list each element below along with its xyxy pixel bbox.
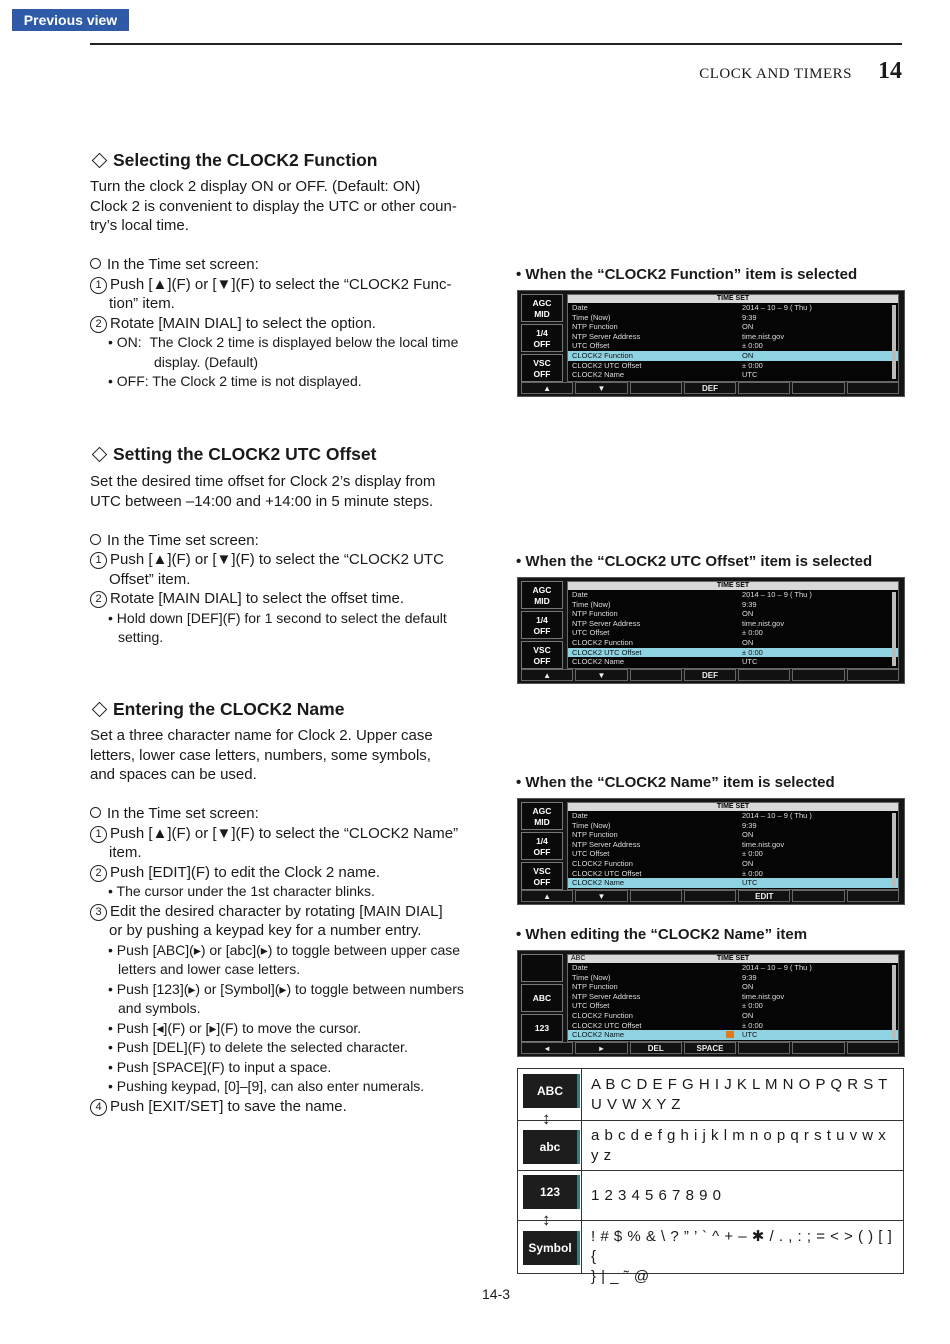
abc-upper-key: ABC: [523, 1074, 580, 1108]
intro-line: Set the desired time offset for Clock 2’s display from: [90, 473, 436, 490]
screen-3: [517, 798, 905, 905]
screen-label: In the Time set screen:: [90, 255, 476, 275]
table-divider: [518, 1220, 903, 1221]
character-table: [517, 1068, 904, 1285]
lower-case-chars: a b c d e f g h i j k l m n o p q r s t u v w x y z: [591, 1127, 887, 1164]
function-key[interactable]: ▼: [575, 890, 627, 902]
time-set-panel: [567, 294, 899, 382]
menu-row[interactable]: CLOCK2 UTC Offset ± 0:00: [572, 868, 763, 878]
function-key[interactable]: [684, 890, 736, 902]
function-key[interactable]: DEF: [684, 382, 736, 394]
bullet-cursor-blinks: • The cursor under the 1st character blinks.: [108, 883, 375, 899]
side-button[interactable]: 1/4 OFF: [521, 324, 563, 352]
menu-row[interactable]: CLOCK2 UTC Offset ± 0:00: [572, 1020, 763, 1030]
menu-row[interactable]: UTC Offset ± 0:00: [572, 628, 763, 638]
symbol-chars: ! # $ % & \ ? ” ’ ` ^ + – ✱ / . , : ; = < > ( ) [ ] { } | _ ˜ @: [591, 1228, 893, 1285]
intro-line: Turn the clock 2 display ON or OFF. (Default: ON): [90, 178, 421, 195]
bullet-on: • ON: The Clock 2 time is displayed below the local time: [108, 334, 459, 350]
ring-icon: [90, 534, 101, 545]
menu-row[interactable]: NTP Function ON: [572, 830, 754, 840]
step-2: 2 Rotate [MAIN DIAL] to select the option.: [90, 314, 476, 334]
screen-label: In the Time set screen:: [90, 531, 476, 551]
function-key[interactable]: [847, 890, 899, 902]
menu-row[interactable]: Date 2014 – 10 – 9 ( Thu ): [572, 303, 812, 312]
function-keys: [521, 890, 899, 902]
menu-row[interactable]: Time (Now) 9:39: [572, 972, 757, 982]
function-key[interactable]: [738, 382, 790, 394]
menu-row[interactable]: NTP Server Address time.nist.gov: [572, 839, 785, 849]
function-keys: [521, 382, 899, 394]
circled-number-icon: 2: [90, 865, 107, 882]
menu-row[interactable]: CLOCK2 UTC Offset ± 0:00: [572, 360, 763, 370]
toggle-arrow-icon: ↕: [542, 1210, 551, 1229]
function-key[interactable]: DEF: [684, 669, 736, 681]
abc-lower-key: abc: [523, 1130, 580, 1164]
menu-row[interactable]: Time (Now) 9:39: [572, 312, 757, 322]
bullet-off: • OFF: The Clock 2 time is not displayed.: [108, 373, 362, 389]
edit-cursor-icon: [726, 1031, 734, 1038]
panel-title: ABC TIME SET: [568, 955, 898, 963]
menu-row[interactable]: NTP Server Address time.nist.gov: [572, 618, 785, 628]
caption-screen-3: • When the “CLOCK2 Name” item is selected: [516, 774, 835, 791]
function-key[interactable]: [738, 669, 790, 681]
section-title-clock2-function: [90, 150, 377, 171]
table-divider: [581, 1069, 582, 1273]
function-key[interactable]: ▼: [575, 382, 627, 394]
caption-screen-4: • When editing the “CLOCK2 Name” item: [516, 926, 808, 943]
function-key[interactable]: EDIT: [738, 890, 790, 902]
panel-title: TIME SET: [568, 803, 898, 811]
intro-line: UTC between –14:00 and +14:00 in 5 minute steps.: [90, 492, 434, 510]
function-key[interactable]: [847, 382, 899, 394]
upper-case-chars: A B C D E F G H I J K L M N O P Q R S T U V W X Y Z: [591, 1076, 888, 1113]
menu-row[interactable]: UTC Offset ± 0:00: [572, 1001, 763, 1011]
scrollbar[interactable]: [892, 965, 896, 1039]
diamond-icon: [92, 447, 108, 463]
function-keys: [521, 669, 899, 681]
intro-line: and spaces can be used.: [90, 766, 257, 783]
section-title-clock2-name: [90, 699, 344, 720]
menu-row[interactable]: CLOCK2 Name UTC: [568, 878, 898, 888]
step-1: 1 Push [▲](F) or [▼](F) to select the “CLOCK2 UTC: [90, 550, 476, 570]
menu-row[interactable]: UTC Offset ± 0:00: [572, 849, 763, 859]
step-3-cont: or by pushing a keypad key for a number entry.: [109, 922, 422, 939]
side-button-blank[interactable]: [521, 954, 563, 982]
screen-1: [517, 290, 905, 397]
edit-mode-label: ABC: [571, 955, 586, 962]
bullet-keypad: • Pushing keypad, [0]–[9], can also enter numerals.: [108, 1078, 425, 1094]
function-key[interactable]: ▸: [575, 1042, 627, 1054]
header-rule: [90, 43, 902, 45]
bullet-on-cont: display. (Default): [154, 353, 259, 370]
section-title-clock2-utc-offset: [90, 444, 376, 465]
ring-icon: [90, 258, 101, 269]
symbol-key: Symbol: [523, 1231, 580, 1265]
step-1-cont: Offset” item.: [109, 570, 191, 588]
circled-number-icon: 1: [90, 552, 107, 569]
panel-title: TIME SET: [568, 295, 898, 303]
function-key[interactable]: [630, 669, 682, 681]
function-key[interactable]: [738, 1042, 790, 1054]
side-button[interactable]: AGC MID: [521, 294, 563, 322]
menu-row[interactable]: CLOCK2 Name UTC: [572, 370, 758, 380]
function-keys: [521, 1042, 899, 1054]
bullet-delete: • Push [DEL](F) to delete the selected character.: [108, 1039, 408, 1055]
circled-number-icon: 3: [90, 904, 107, 921]
bullet-hold-def-cont: setting.: [118, 629, 164, 645]
section-title-text: Setting the CLOCK2 UTC Offset: [113, 444, 377, 464]
ring-icon: [90, 807, 101, 818]
caption-screen-2: • When the “CLOCK2 UTC Offset” item is selected: [516, 553, 873, 570]
side-button[interactable]: 1/4 OFF: [521, 611, 563, 639]
bullet-space: • Push [SPACE](F) to input a space.: [108, 1058, 332, 1075]
menu-row[interactable]: CLOCK2 Name UTC: [568, 1030, 898, 1040]
menu-row[interactable]: CLOCK2 Function ON: [568, 351, 898, 361]
function-key[interactable]: [792, 382, 844, 394]
bullet-move-cursor: • Push [◂](F) or [▸](F) to move the cursor.: [108, 1019, 362, 1036]
side-button[interactable]: VSC OFF: [521, 354, 563, 382]
menu-row[interactable]: CLOCK2 Function ON: [572, 637, 754, 647]
menu-row[interactable]: Date 2014 – 10 – 9 ( Thu ): [572, 811, 812, 820]
side-button[interactable]: 1/4 OFF: [521, 832, 563, 860]
side-button[interactable]: AGC MID: [521, 802, 563, 830]
intro-line: try’s local time.: [90, 217, 189, 234]
step-2: 2 Rotate [MAIN DIAL] to select the offset time.: [90, 589, 476, 609]
function-key[interactable]: [847, 1042, 899, 1054]
menu-row[interactable]: Time (Now) 9:39: [572, 599, 757, 609]
side-button[interactable]: VSC OFF: [521, 862, 563, 890]
function-key[interactable]: ◂: [521, 1042, 573, 1054]
scrollbar[interactable]: [892, 813, 896, 887]
step-1: 1 Push [▲](F) or [▼](F) to select the “CLOCK2 Name”: [90, 824, 476, 844]
function-key[interactable]: [792, 669, 844, 681]
number-chars: 1 2 3 4 5 6 7 8 9 0: [591, 1187, 722, 1204]
intro-line: Clock 2 is convenient to display the UTC or other coun-: [90, 197, 457, 215]
circled-number-icon: 4: [90, 1099, 107, 1116]
function-key[interactable]: ▲: [521, 382, 573, 394]
time-set-panel: [567, 581, 899, 669]
function-key[interactable]: DEL: [630, 1042, 682, 1054]
chapter-number: 14: [878, 58, 902, 84]
function-key[interactable]: ▲: [521, 669, 573, 681]
previous-view-button[interactable]: Previous view: [12, 9, 129, 31]
menu-row[interactable]: NTP Function ON: [572, 982, 754, 992]
step-2: 2 Push [EDIT](F) to edit the Clock 2 name.: [90, 863, 476, 883]
screen-4: [517, 950, 905, 1057]
function-key[interactable]: [792, 1042, 844, 1054]
numbers-key: 123: [523, 1175, 580, 1209]
function-key[interactable]: ▲: [521, 890, 573, 902]
diamond-icon: [92, 702, 108, 718]
step-4: 4 Push [EXIT/SET] to save the name.: [90, 1097, 476, 1117]
circled-number-icon: 1: [90, 826, 107, 843]
bullet-123-toggle-cont: and symbols.: [118, 1000, 201, 1016]
screen-2: [517, 577, 905, 684]
step-1: 1 Push [▲](F) or [▼](F) to select the “CLOCK2 Func-: [90, 275, 476, 295]
chapter-title: CLOCK AND TIMERS: [699, 66, 852, 82]
bullet-hold-def: • Hold down [DEF](F) for 1 second to select the default: [108, 609, 447, 626]
page-number: 14-3: [482, 1286, 511, 1302]
time-set-panel: [567, 954, 899, 1042]
menu-row[interactable]: CLOCK2 Function ON: [572, 858, 754, 868]
table-divider: [518, 1170, 903, 1171]
menu-row[interactable]: Date 2014 – 10 – 9 ( Thu ): [572, 963, 812, 972]
function-key[interactable]: [630, 890, 682, 902]
scrollbar[interactable]: [892, 305, 896, 379]
scrollbar[interactable]: [892, 592, 896, 666]
circled-number-icon: 1: [90, 277, 107, 294]
intro-line: Set a three character name for Clock 2. Upper case: [90, 727, 433, 744]
function-key[interactable]: [792, 890, 844, 902]
section-body-clock2-utc-offset: [90, 472, 476, 648]
bullet-abc-toggle: • Push [ABC](▸) or [abc](▸) to toggle between upper case: [108, 941, 461, 958]
menu-row[interactable]: NTP Function ON: [572, 609, 754, 619]
menu-row[interactable]: CLOCK2 Function ON: [572, 1010, 754, 1020]
circled-number-icon: 2: [90, 316, 107, 333]
menu-row[interactable]: UTC Offset ± 0:00: [572, 341, 763, 351]
bullet-123-toggle: • Push [123](▸) or [Symbol](▸) to toggle between numbers: [108, 980, 464, 997]
function-key[interactable]: [847, 669, 899, 681]
circled-number-icon: 2: [90, 591, 107, 608]
section-title-text: Entering the CLOCK2 Name: [113, 699, 345, 719]
side-button[interactable]: AGC MID: [521, 581, 563, 609]
step-1-cont: item.: [109, 844, 142, 861]
side-button[interactable]: ABC: [521, 984, 563, 1012]
function-key[interactable]: SPACE: [684, 1042, 736, 1054]
menu-row[interactable]: NTP Function ON: [572, 322, 754, 332]
section-title-text: Selecting the CLOCK2 Function: [113, 150, 378, 170]
table-divider: [518, 1120, 903, 1121]
side-button[interactable]: 123: [521, 1014, 563, 1042]
panel-title: TIME SET: [568, 582, 898, 590]
menu-row[interactable]: NTP Server Address time.nist.gov: [572, 331, 785, 341]
screen-label: In the Time set screen:: [90, 804, 476, 824]
section-body-clock2-name: [90, 726, 476, 1116]
time-set-panel: [567, 802, 899, 890]
intro-line: letters, lower case letters, numbers, some symbols,: [90, 746, 431, 764]
caption-screen-1: • When the “CLOCK2 Function” item is selected: [516, 266, 858, 283]
section-body-clock2-function: [90, 177, 476, 392]
function-key[interactable]: [630, 382, 682, 394]
menu-row[interactable]: CLOCK2 Name UTC: [572, 657, 758, 667]
function-key[interactable]: ▼: [575, 669, 627, 681]
diamond-icon: [92, 153, 108, 169]
toggle-arrow-icon: ↕: [542, 1109, 551, 1128]
bullet-abc-toggle-cont: letters and lower case letters.: [118, 961, 301, 977]
menu-row[interactable]: CLOCK2 UTC Offset ± 0:00: [568, 648, 898, 658]
step-1-cont: tion” item.: [109, 295, 175, 312]
menu-row[interactable]: NTP Server Address time.nist.gov: [572, 991, 785, 1001]
menu-row[interactable]: Time (Now) 9:39: [572, 820, 757, 830]
step-3: 3 Edit the desired character by rotating [MAIN DIAL]: [90, 902, 476, 922]
menu-row[interactable]: Date 2014 – 10 – 9 ( Thu ): [572, 590, 812, 599]
side-button[interactable]: VSC OFF: [521, 641, 563, 669]
